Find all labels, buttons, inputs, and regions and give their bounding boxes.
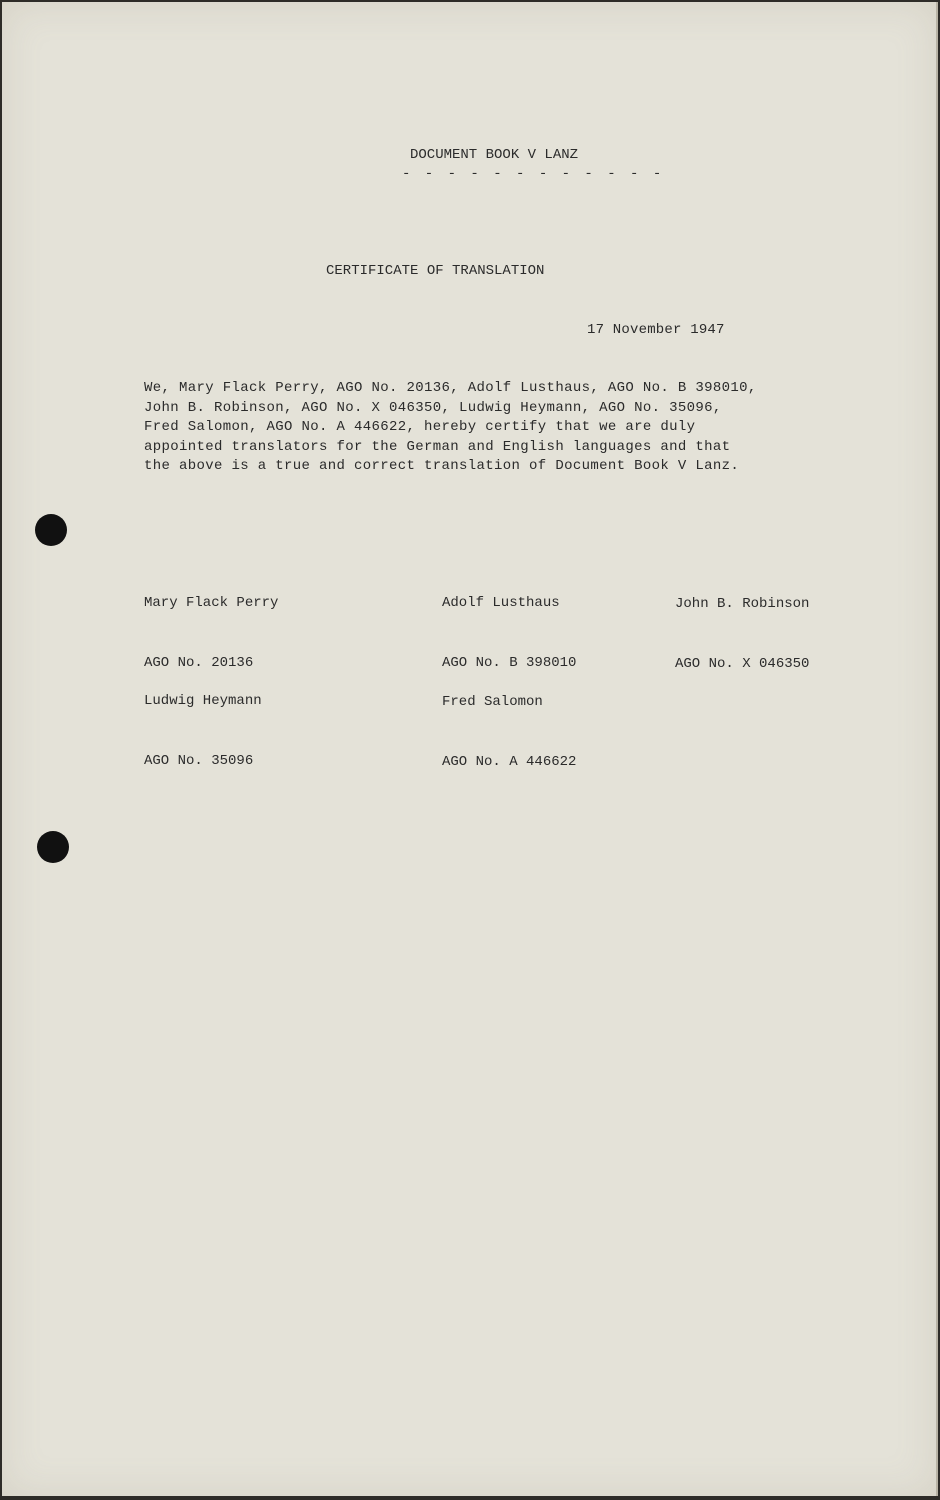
signatory-ago-number: AGO No. 35096 (144, 753, 254, 769)
document-page (2, 2, 938, 1496)
paragraph-line: We, Mary Flack Perry, AGO No. 20136, Adolf Lusthaus, AGO No. B 398010, (144, 380, 757, 396)
signature-block-heymann (144, 651, 262, 811)
paragraph-line: the above is a true and correct translation of Document Book V Lanz. (144, 458, 740, 474)
signatory-name: Ludwig Heymann (144, 693, 262, 709)
signatory-ago-number: AGO No. B 398010 (442, 655, 577, 671)
certificate-date: 17 November 1947 (587, 322, 725, 338)
header-underline: - - - - - - - - - - - - (402, 166, 665, 182)
certification-paragraph (144, 379, 844, 477)
signature-block-robinson (675, 554, 809, 714)
signatory-name: Adolf Lusthaus (442, 595, 560, 611)
signatory-ago-number: AGO No. X 046350 (675, 656, 810, 672)
signatory-ago-number: AGO No. 20136 (144, 655, 254, 671)
signatory-name: Mary Flack Perry (144, 595, 279, 611)
punch-hole-lower (37, 831, 69, 863)
signature-block-salomon (442, 652, 576, 812)
punch-hole-upper (35, 514, 67, 546)
paragraph-line: appointed translators for the German and English languages and that (144, 438, 731, 455)
certificate-title: CERTIFICATE OF TRANSLATION (326, 263, 545, 279)
document-header: DOCUMENT BOOK V LANZ (410, 147, 579, 163)
signatory-name: Fred Salomon (442, 694, 543, 710)
signatory-ago-number: AGO No. A 446622 (442, 754, 577, 770)
paragraph-line: John B. Robinson, AGO No. X 046350, Ludwig Heymann, AGO No. 35096, (144, 399, 722, 416)
paragraph-line: Fred Salomon, AGO No. A 446622, hereby certify that we are duly (144, 419, 696, 435)
signatory-name: John B. Robinson (675, 596, 810, 612)
